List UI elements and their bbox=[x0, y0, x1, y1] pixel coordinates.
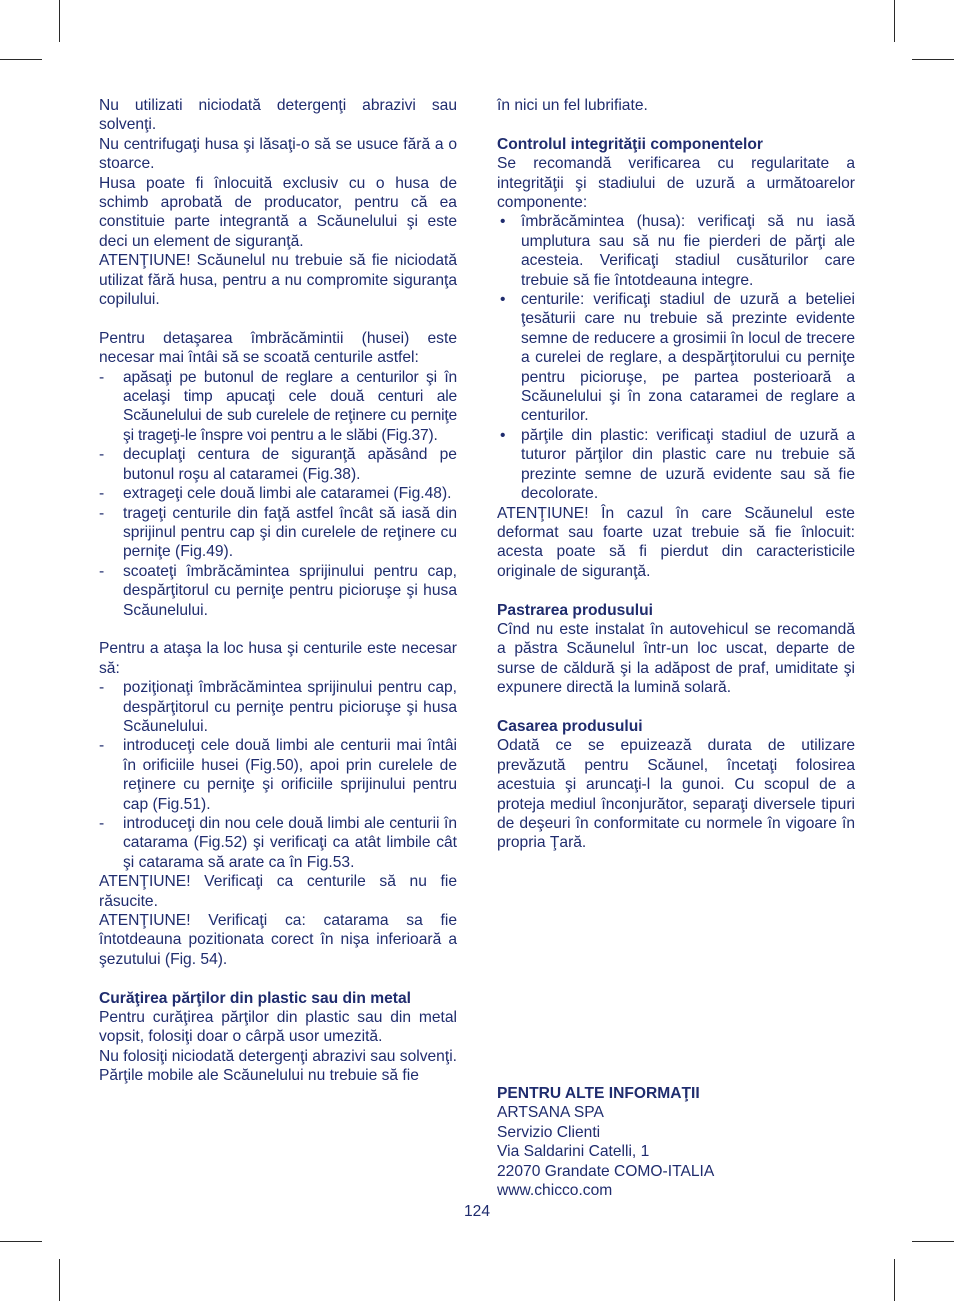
right-column bbox=[497, 96, 855, 853]
crop-mark bbox=[59, 1259, 60, 1301]
list-item: - extrageţi cele două limbi ale cataramei (Fig.48). bbox=[99, 484, 457, 503]
crop-mark bbox=[0, 59, 42, 60]
detach-intro: Pentru detaşarea îmbrăcămintii (husei) este necesar mai întâi să se scoată centurile astfel: bbox=[99, 329, 457, 367]
address bbox=[497, 1103, 855, 1200]
warning-paragraph: ATENŢIUNE! Verificaţi ca: catarama sa fie întotdeauna pozitionata corect în nişa inferioară a şezutului (Fig. 54). bbox=[99, 912, 457, 968]
address-line: Servizio Clienti bbox=[497, 1123, 601, 1141]
crop-mark bbox=[912, 1241, 954, 1242]
list-item: - apăsaţi pe butonul de reglare a centurilor şi în acelaşi timp apucaţi cele două centuri ale Scăunelului de sub curelele de reţinere cu perniţe şi trageţi-le înspre voi pentru a le slăbi (Fig.37). bbox=[99, 368, 457, 446]
crop-mark bbox=[894, 1259, 895, 1301]
list-item: - introduceţi din nou cele două limbi ale centurii în catarama (Fig.52) şi verificaţi ca atât limbile cât şi catarama să arate ca în Fig.53. bbox=[99, 814, 457, 872]
page-number: 124 bbox=[463, 1203, 491, 1220]
warning-paragraph: ATENŢIUNE! Scăunelul nu trebuie să fie niciodată utilizat fără husa, pentru a nu compromite siguranţa copilului. bbox=[99, 252, 457, 309]
website-link[interactable]: www.chicco.com bbox=[497, 1182, 613, 1200]
section-heading: Pastrarea produsului bbox=[497, 601, 653, 619]
list-item: - trageţi centurile din faţă astfel încât să iasă din sprijinul pentru cap şi din curelele de reţinere cu perniţe (Fig.49). bbox=[99, 504, 457, 562]
attach-steps-list bbox=[99, 678, 457, 872]
paragraph: Husa poate fi înlocuită exclusiv cu o husa de schimb aprobată de producator, pentru că ea constituie parte integrantă a Scăunelului şi este deci un element de siguranţă. bbox=[99, 174, 457, 250]
attach-intro: Pentru a ataşa la loc husa şi centurile este necesar să: bbox=[99, 640, 457, 677]
list-item: - poziţionaţi îmbrăcămintea sprijinului pentru cap, despărţitorul cu perniţe pentru picioruşe şi husa Scăunelului. bbox=[99, 678, 457, 736]
list-item: • îmbrăcămintea (husa): verificaţi să nu iasă umplutura sau să nu fie pierderi de părţi ale acesteia. Verificaţi stadiul cusăturilor care trebuie să fie întotdeauna integre. bbox=[497, 212, 855, 290]
section-heading: Casarea produsului bbox=[497, 717, 643, 735]
list-item: - decuplaţi centura de siguranţă apăsând pe butonul roşu al cataramei (Fig.38). bbox=[99, 445, 457, 484]
crop-mark bbox=[59, 0, 60, 42]
contact-block bbox=[497, 1084, 855, 1200]
list-item: • centurile: verificaţi stadiul de uzură a beteliei ţesăturii care nu trebuie să prezinte evidente semne de reducere a grosimii în locul de trecere a curelei de reglare, a despărţitorului cu perniţe pentru picioruşe, pe partea posterioară a Scăunelului şi în zona cataramei de reglare a centurilor. bbox=[497, 290, 855, 426]
paragraph: Nu utilizati niciodată detergenţi abrazivi sau solvenţi. bbox=[99, 97, 457, 134]
paragraph: Cînd nu este instalat în autovehicul se recomandă a păstra Scăunelul într-un loc uscat, departe de surse de căldură şi la adăpost de praf, umiditate şi expunere directă la lumină solară. bbox=[497, 620, 855, 697]
crop-mark bbox=[894, 0, 895, 42]
address-line: 22070 Grandate COMO-ITALIA bbox=[497, 1162, 715, 1180]
paragraph: Nu folosiţi niciodată detergenţi abrazivi sau solvenţi. bbox=[99, 1047, 457, 1065]
paragraph: Se recomandă verificarea cu regularitate a integrităţii şi stadiului de uzură a următoarelor componente: bbox=[497, 155, 855, 212]
detach-steps-list bbox=[99, 368, 457, 620]
left-column bbox=[99, 96, 457, 1086]
paragraph: Părţile mobile ale Scăunelului nu trebuie să fie bbox=[99, 1067, 419, 1085]
section-heading: PENTRU ALTE INFORMAŢII bbox=[497, 1085, 700, 1102]
address-line: ARTSANA SPA bbox=[497, 1104, 604, 1122]
list-item: • părţile din plastic: verificaţi stadiul de uzură a tuturor părţilor din plastic care nu trebuie să prezinte semne de uzură evidente sau să fie decolorate. bbox=[497, 426, 855, 504]
warning-paragraph: ATENŢIUNE! În cazul în care Scăunelul este deformat sau foarte uzat trebuie să fie înlocuit: acesta poate să fi pierdut din caracteristicile originale de siguranţă. bbox=[497, 504, 855, 580]
paragraph: Odată ce se epuizează durata de utilizare prevăzută pentru Scăunel, încetaţi folosirea acestuia şi aruncaţi-l la gunoi. Cu scopul de a proteja mediul înconjurător, separaţi diversele tipuri de deşeuri în conformitate cu normele în vigoare în propria Ţară. bbox=[497, 737, 855, 852]
crop-mark bbox=[0, 1241, 42, 1242]
section-heading: Controlul integrităţii componentelor bbox=[497, 135, 763, 153]
crop-mark bbox=[912, 59, 954, 60]
section-heading: Curăţirea părţilor din plastic sau din metal bbox=[99, 989, 411, 1007]
list-item: - scoateţi îmbrăcămintea sprijinului pentru cap, despărţitorul cu perniţe pentru picioruşe şi husa Scăunelului. bbox=[99, 562, 457, 620]
address-line: Via Saldarini Catelli, 1 bbox=[497, 1143, 650, 1161]
integrity-list bbox=[497, 212, 855, 503]
list-item: - introduceţi cele două limbi ale centurii mai întâi în orificiile husei (Fig.50), apoi prin curelele de reţinere cu perniţe şi orificiile sprijinului pentru cap (Fig.51). bbox=[99, 736, 457, 814]
paragraph: în nici un fel lubrifiate. bbox=[497, 97, 648, 114]
warning-paragraph: ATENŢIUNE! Verificaţi ca centurile să nu fie răsucite. bbox=[99, 873, 457, 910]
paragraph: Pentru curăţirea părţilor din plastic sau din metal vopsit, folosiţi doar o cârpă usor umezită. bbox=[99, 1009, 457, 1046]
paragraph: Nu centrifugaţi husa şi lăsaţi-o să se usuce fără a o stoarce. bbox=[99, 135, 457, 173]
